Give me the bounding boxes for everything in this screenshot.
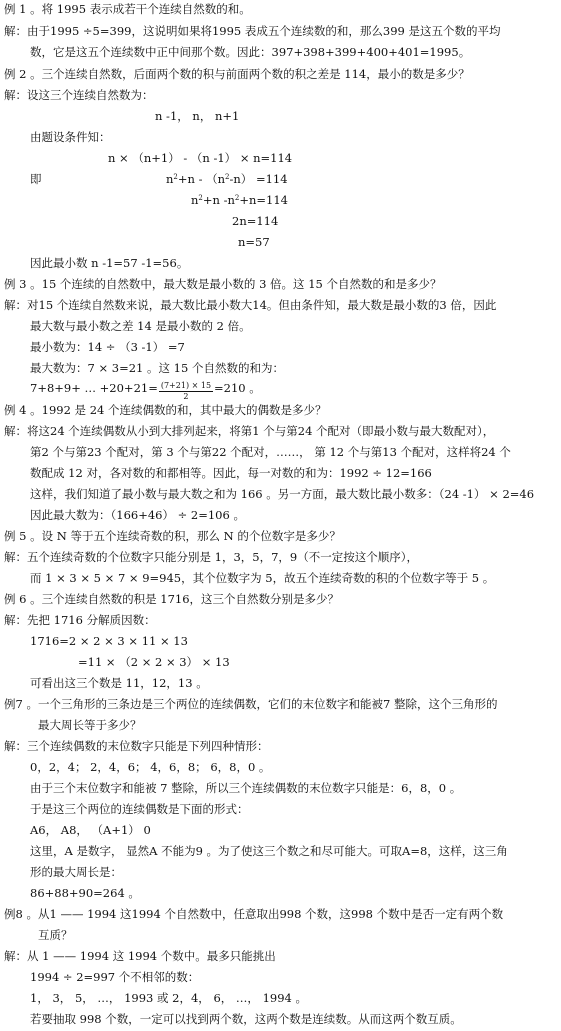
equation-line: n -1， n， n+1	[155, 109, 240, 123]
equation-line: =11 × （2 × 2 × 3） × 13	[78, 655, 230, 669]
example-8-title: 例8 。从1 —— 1994 这1994 个自然数中，任意取出998 个数，这998 个数中是否一定有两个数	[4, 907, 504, 921]
example-8-title-cont: 互质？	[38, 928, 73, 942]
example-3-title: 例 3 。15 个连续的自然数中，最大数是最小数的 3 倍。这 15 个自然数的和是多少？	[4, 277, 442, 291]
equation-line: n=57	[238, 235, 270, 249]
solution-line: 1994 ÷ 2=997 个不相邻的数：	[30, 970, 200, 984]
solution-line: 0，2，4； 2，4，6； 4，6，8； 6，8，0 。	[30, 760, 271, 774]
solution-line: 因此最小数 n -1=57 -1=56。	[30, 256, 189, 270]
solution-line: 最大数为：7 × 3=21 。这 15 个自然数的和为：	[30, 361, 284, 375]
solution-line: 解：三个连续偶数的末位数字只能是下列四种情形：	[4, 739, 269, 753]
solution-line: 数，它是这五个连续数中正中间那个数。因此：397+398+399+400+401=1995。	[30, 45, 471, 59]
equation-line: 1716=2 × 2 × 3 × 11 × 13	[30, 634, 188, 648]
example-7-title-cont: 最大周长等于多少？	[38, 718, 142, 732]
solution-line: 即	[30, 172, 42, 186]
solution-line: 解：对15 个连续自然数来说，最大数比最小数大14。但由条件知，最大数是最小数的3 倍，因此	[4, 298, 497, 312]
solution-line: 第2 个与第23 个配对，第 3 个与第22 个配对，……， 第 12 个与第13 个配对，这样将24 个	[30, 445, 511, 459]
solution-line: 形的最大周长是：	[30, 865, 122, 879]
equation-line: A6， A8， （A+1） 0	[30, 823, 151, 837]
solution-line: 最小数为：14 ÷ （3 -1） =7	[30, 340, 185, 354]
solution-line: 若要抽取 998 个数，一定可以找到两个数，这两个数是连续数。从而这两个数互质。	[30, 1012, 462, 1026]
example-2-title: 例 2 。三个连续自然数，后面两个数的积与前面两个数的积之差是 114，最小的数是多少？	[4, 67, 470, 81]
equation-line: n × （n+1） - （n -1） × n=114	[108, 151, 293, 165]
example-6-title: 例 6 。三个连续自然数的积是 1716，这三个自然数分别是多少？	[4, 592, 340, 606]
solution-line: 这样，我们知道了最小数与最大数之和为 166 。另一方面，最大数比最小数多：（24 -1） × 2=46	[30, 487, 535, 501]
equation-line: $n^2+n$ $-n^2+n=114$	[191, 193, 288, 207]
example-1-title: 例 1 。将 1995 表示成若干个连续自然数的和。	[4, 2, 251, 16]
solution-line: 由题设条件知：	[30, 130, 111, 144]
solution-line: 解：设这三个连续自然数为：	[4, 88, 154, 102]
equation-line: $n^2+n - (n^2-n) =114$	[166, 172, 288, 186]
solution-line: 可看出这三个数是 11，12，13 。	[30, 676, 208, 690]
solution-line: 数配成 12 对，各对数的和都相等。因此，每一对数的和为：1992 ÷ 12=166	[30, 466, 432, 480]
fraction: $\frac{(7+21) \times 15}{2}$	[160, 381, 212, 401]
equation-line: 7+8+9+ … +20+21= $\frac{(7+21) \times 15}{2}$ =210 。	[30, 381, 261, 401]
solution-line: 最大数与最小数之差 14 是最小数的 2 倍。	[30, 319, 251, 333]
solution-line: 解：将这24 个连续偶数从小到大排列起来，将第1 个与第24 个配对（即最小数与最大数配对），	[4, 424, 495, 438]
example-7-title: 例7 。一个三角形的三条边是三个两位的连续偶数，它们的末位数字和能被7 整除，这个三角形的	[4, 697, 498, 711]
solution-line: 解：由于1995 ÷5=399，这说明如果将1995 表成五个连续数的和，那么399 是这五个数的平均	[4, 24, 501, 38]
solution-line: 解：先把 1716 分解质因数：	[4, 613, 156, 627]
solution-line: 解：从 1 —— 1994 这 1994 个数中。最多只能挑出	[4, 949, 276, 963]
solution-line: 由于三个末位数字和能被 7 整除，所以三个连续偶数的末位数字只能是：6，8，0 。	[30, 781, 462, 795]
example-4-title: 例 4 。1992 是 24 个连续偶数的和，其中最大的偶数是多少？	[4, 403, 327, 417]
solution-line: 于是这三个两位的连续偶数是下面的形式：	[30, 802, 249, 816]
solution-line: 因此最大数为：（166+46） ÷ 2=106 。	[30, 508, 245, 522]
solution-line: 而 1 × 3 × 5 × 7 × 9=945，其个位数字为 5，故五个连续奇数的积的个位数字等于 5 。	[30, 571, 495, 585]
solution-line: 1， 3， 5， …， 1993 或 2，4， 6， …， 1994 。	[30, 991, 307, 1005]
solution-line: 这里，A 是数字， 显然A 不能为9 。为了使这三个数之和尽可能大。可取A=8，这样，这三角	[30, 844, 508, 858]
equation-line: 86+88+90=264 。	[30, 886, 140, 900]
equation-line: 2n=114	[232, 214, 279, 228]
solution-line: 解：五个连续奇数的个位数字只能分别是 1，3，5，7，9（不一定按这个顺序），	[4, 550, 418, 564]
example-5-title: 例 5 。设 N 等于五个连续奇数的积，那么 N 的个位数字是多少？	[4, 529, 341, 543]
